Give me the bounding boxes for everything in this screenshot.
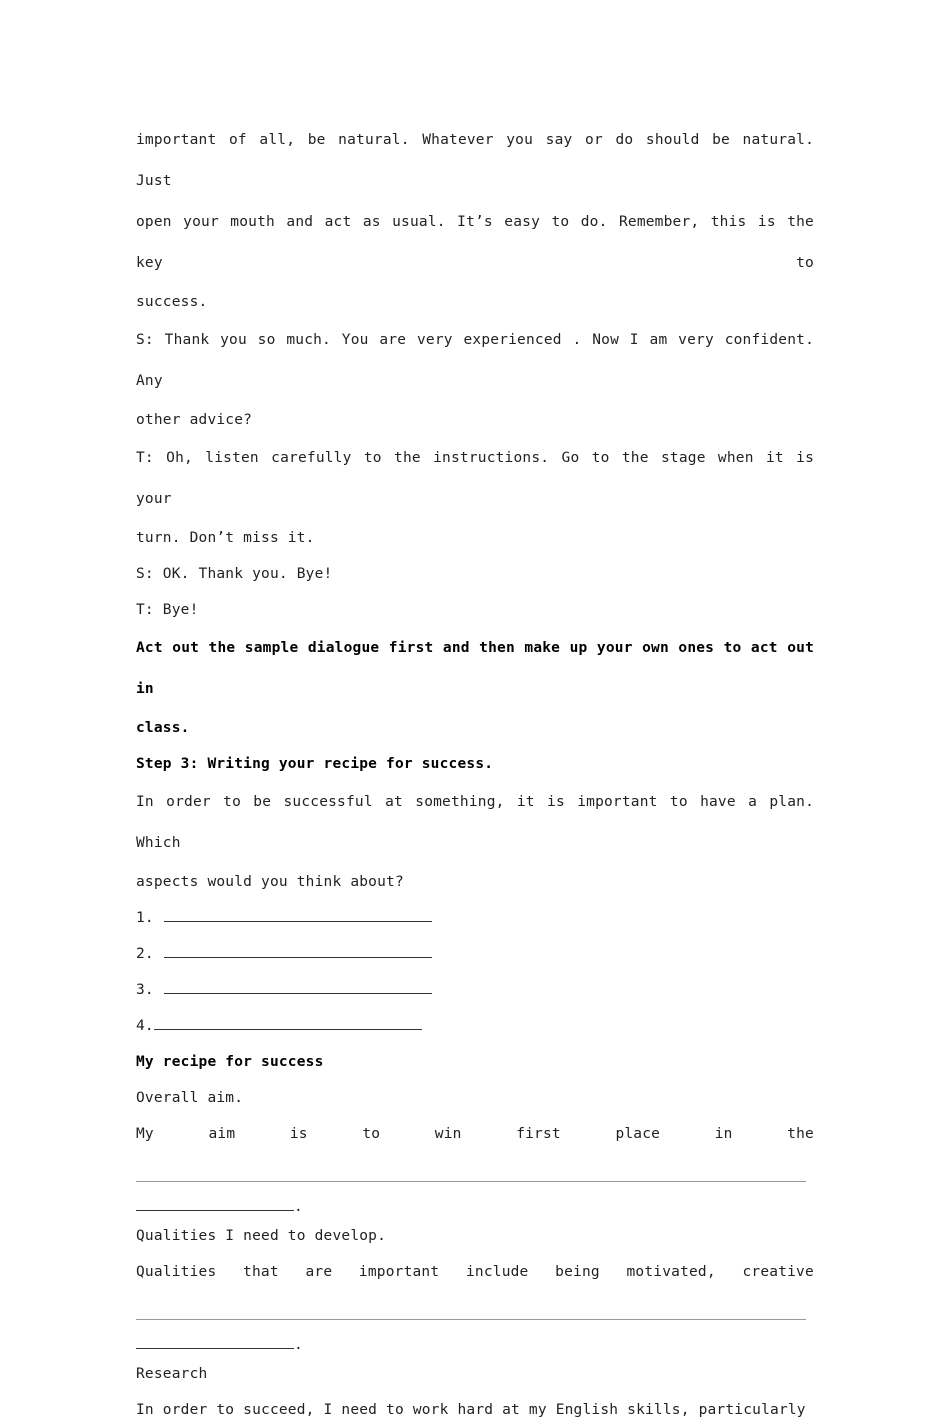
paragraph-line: other advice? [136, 412, 253, 428]
paragraph-line: In order to be successful at something, it is important to have a plan. Which [136, 794, 814, 851]
recipe-section [136, 1044, 814, 1428]
paragraph-line: S: Thank you so much. You are very experienced . Now I am very confident. Any [136, 332, 814, 389]
answer-blank-end [136, 1196, 814, 1218]
field-label: Overall aim. [136, 1090, 244, 1106]
aspect-item-2 [136, 936, 814, 972]
word: the [787, 1126, 814, 1142]
aim-sentence [136, 1116, 814, 1152]
word: being [555, 1264, 600, 1280]
item-number: 2. [136, 946, 154, 962]
paragraph-line: S: OK. Thank you. Bye! [136, 566, 333, 582]
item-number: 1. [136, 910, 154, 926]
word: include [465, 1264, 529, 1280]
step3-section [136, 746, 814, 1044]
word: motivated, [626, 1264, 716, 1280]
answer-blank[interactable] [164, 943, 432, 958]
document-page [136, 120, 814, 1428]
answer-blank[interactable] [154, 1015, 422, 1030]
answer-blank-full[interactable] [136, 1319, 806, 1320]
section-heading: Step 3: Writing your recipe for success. [136, 756, 494, 772]
answer-blank-end [136, 1334, 814, 1356]
period: . [294, 1199, 303, 1215]
paragraph-line: turn. Don’t miss it. [136, 530, 315, 546]
qualities-sentence [136, 1254, 814, 1290]
paragraph-line: T: Oh, listen carefully to the instructions. Go to the stage when it is your [136, 450, 814, 507]
word: Qualities [136, 1264, 217, 1280]
aspect-item-4 [136, 1008, 814, 1044]
word: aim [208, 1126, 236, 1142]
word: first [516, 1126, 561, 1142]
paragraph-line: aspects would you think about? [136, 874, 404, 890]
field-label: Research [136, 1366, 208, 1382]
field-label: Qualities I need to develop. [136, 1228, 387, 1244]
paragraph-line: In order to succeed, I need to work hard at my English skills, particularly [136, 1402, 806, 1418]
word: is [289, 1126, 308, 1142]
item-number: 3. [136, 982, 154, 998]
word: creative [742, 1264, 814, 1280]
dialogue [136, 120, 814, 628]
word: My [136, 1126, 154, 1142]
paragraph-line: important of all, be natural. Whatever you say or do should be natural. Just [136, 132, 814, 189]
answer-blank[interactable] [164, 907, 432, 922]
paragraph-line: open your mouth and act as usual. It’s easy to do. Remember, this is the key to [136, 214, 814, 271]
instruction [136, 628, 814, 746]
word: to [362, 1126, 381, 1142]
answer-blank[interactable] [136, 1334, 294, 1349]
aspect-item-3 [136, 972, 814, 1008]
item-number: 4. [136, 1018, 154, 1034]
word: are [305, 1264, 333, 1280]
word: win [434, 1126, 462, 1142]
aspect-item-1 [136, 900, 814, 936]
word: important [358, 1264, 440, 1280]
answer-blank[interactable] [164, 979, 432, 994]
word: that [243, 1264, 279, 1280]
word: place [615, 1126, 661, 1142]
section-heading: My recipe for success [136, 1054, 324, 1070]
answer-blank[interactable] [136, 1196, 294, 1211]
instruction-line: class. [136, 720, 190, 736]
paragraph-line: success. [136, 294, 208, 310]
paragraph-line: T: Bye! [136, 602, 199, 618]
period: . [294, 1337, 303, 1353]
word: in [714, 1126, 733, 1142]
instruction-line: Act out the sample dialogue first and then make up your own ones to act out in [136, 640, 814, 697]
answer-blank-full[interactable] [136, 1181, 806, 1182]
